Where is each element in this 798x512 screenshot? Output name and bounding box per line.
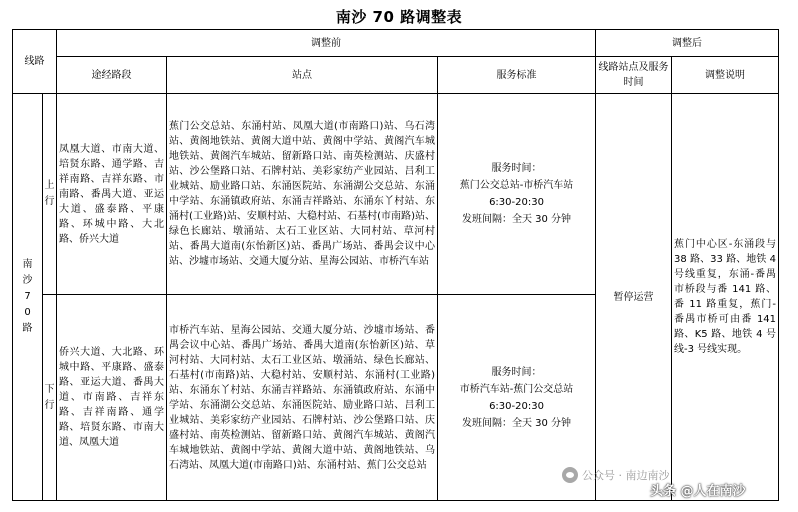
roads-up: 凤凰大道、市南大道、培贤东路、通学路、吉祥南路、吉祥东路、市南路、番禺大道、亚运大道、盛泰路、平康路、环城中路、大北路、侨兴大道	[57, 94, 167, 295]
header-after-stops-time: 线路站点及服务时间	[596, 57, 672, 94]
watermark-byline: 头条 @人在南沙	[650, 484, 746, 499]
header-service: 服务标准	[438, 57, 596, 94]
adjustment-table	[12, 29, 779, 501]
header-roads: 途经路段	[57, 57, 167, 94]
header-after: 调整后	[596, 30, 779, 57]
header-stops: 站点	[167, 57, 438, 94]
header-before: 调整前	[57, 30, 596, 57]
roads-down: 侨兴大道、大北路、环城中路、平康路、盛泰路、亚运大道、番禺大道、市南路、吉祥东路、吉祥南路、通学路、培贤东路、市南大道、凤凰大道	[57, 295, 167, 501]
stops-down: 市桥汽车站、星海公园站、交通大厦分站、沙墟市场站、番禺会议中心站、番禺广场站、番禺大道南(东怡新区)站、草河村站、大同村站、太石工业区站、墩涌站、绿色长廊站、石基村(市南路)站、大稳村站、安顺村站、东涌村(工业路)站、东涌东丫村站、东涌吉祥路站、东涌镇政府站、东涌中学站、东涌湖公交总站、东涌医院站、励业路口站、吕利工业城站、美彩家纺产业园站、石牌村站、沙公堡路口站、庆盛村站、南英检测站、留新路口站、黄阁汽车城站、黄阁汽车城地铁站、黄阁中学站、黄阁大道中站、黄阁地铁站、乌石湾站、凤凰大道(市南路口)站、东涌村站、蕉门公交总站	[167, 295, 438, 501]
route-name-cell	[13, 94, 43, 501]
table-row	[13, 94, 779, 295]
service-up: 服务时间： 蕉门公交总站-市桥汽车站 6:30-20:30 发班间隔：全天 30 分钟	[438, 94, 596, 295]
route-name: 南 沙 7 0 路	[22, 259, 33, 334]
wechat-icon	[562, 467, 578, 483]
direction-up: 上 行	[43, 94, 57, 295]
stops-up: 蕉门公交总站、东涌村站、凤凰大道(市南路口)站、乌石湾站、黄阁地铁站、黄阁大道中站、黄阁中学站、黄阁汽车城地铁站、黄阁汽车城站、留新路口站、南英检测站、庆盛村站、沙公堡路口站、石牌村站、美彩家纺产业园站、吕利工业城站、励业路口站、东涌医院站、东涌湖公交总站、东涌中学站、东涌镇政府站、东涌吉祥路站、东涌东丫村站、东涌村(工业路)站、安顺村站、大稳村站、石基村(市南路)站、绿色长廊站、墩涌站、太石工业区站、大同村站、草河村站、番禺大道南(东怡新区)站、番禺广场站、番禺会议中心站、沙墟市场站、交通大厦分站、星海公园站、市桥汽车站	[167, 94, 438, 295]
after-status: 暂停运营	[596, 94, 672, 501]
direction-down: 下 行	[43, 295, 57, 501]
service-down: 服务时间： 市桥汽车站-蕉门公交总站 6:30-20:30 发班间隔：全天 30 分钟	[438, 295, 596, 501]
after-note: 蕉门中心区-东涌段与 38 路、33 路、地铁 4 号线重复，东涌-番禺市桥段与番 141 路、番 11 路重复，蕉门-番禺市桥可由番 141 路、K5 路、地铁 4 号线-3 号线实现。	[672, 94, 779, 501]
page-title: 南沙 70 路调整表	[335, 8, 463, 26]
header-after-note: 调整说明	[672, 57, 779, 94]
header-route: 线路	[13, 30, 57, 94]
watermark-account: 公众号 · 南边南沙	[562, 467, 670, 483]
